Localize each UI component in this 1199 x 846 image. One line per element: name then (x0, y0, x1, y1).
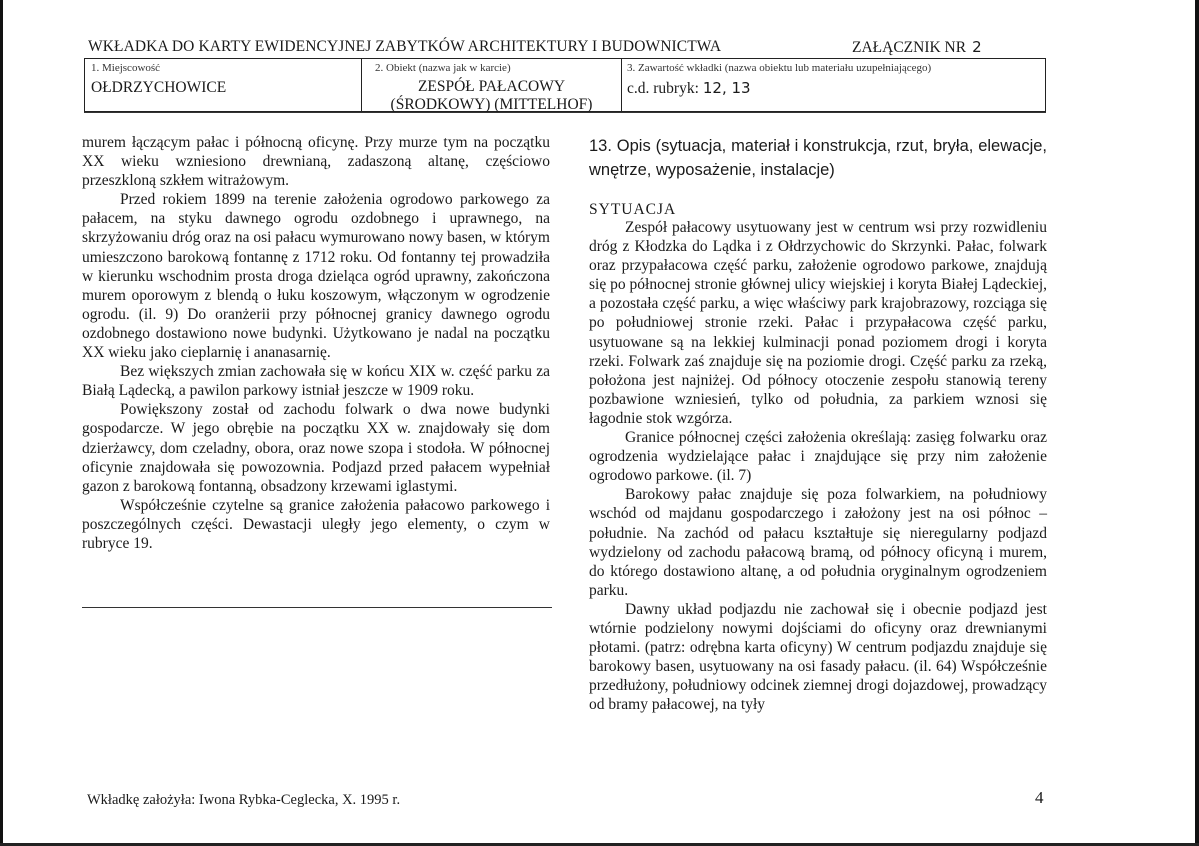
left-paragraph: Współcześnie czytelne są granice założenia pałacowo parkowego i poszczególnych części. Dewastacji uległy jego elementy, o czym w rubryce 19. (82, 496, 550, 552)
field-contents-label: 3. Zawartość wkładki (nazwa obiektu lub materiału uzupełniającego) (627, 62, 932, 74)
annex-heading (852, 38, 982, 57)
left-paragraph: Bez większych zmian zachowała się w końcu XIX w. część parku za Białą Lądecką, a pawilon parkowy istniał jeszcze w 1909 roku. (82, 363, 550, 400)
scan-edge-right (1195, 0, 1199, 846)
left-column-end-rule (82, 607, 552, 608)
author-note: Wkładkę założyła: Iwona Rybka-Ceglecka, X. 1995 r. (87, 792, 401, 808)
right-paragraph: Barokowy pałac znajduje się poza folwarkiem, na południowy wschód od majdanu gospodarczego i założony jest na osi północ – południe. Na zachód od pałacu kształtuje się nieregularny podjazd wydzielony od zachodu pałacową bramą, od północy oficyną i murem, do którego dostawiono altanę, a od południa oryginalnym ogrodzeniem parku. (589, 486, 1047, 599)
field-contents-numbers: 12, 13 (702, 79, 751, 97)
right-paragraph: Zespół pałacowy usytuowany jest w centrum wsi przy rozwidleniu dróg z Kłodzka do Lądka i z Ołdrzychowic do Skrzynki. Pałac, folwark oraz przypałacowa część parku, założenie ogrodowo parkowe, znajdują się po północnej stronie głównej ulicy wiejskiej i koryta Białej Lądeckiej, a pozostała część parku, a więc właściwy park krajobrazowy, rozciąga się po południowej stronie rzeki. Pałac i przypałacowa część parku, usytuowane są na lekkiej kulminacji ponad poziomem drogi i koryta rzeki. Folwark zaś znajduje się na poziomie drogi. Część parku za rzeką, położona jest najniżej. Od północy otoczenie zespołu stanowią tereny pozbawione wzniesień, tylko od południa, za parkiem wznosi się łagodnie stok wzgórza. (589, 219, 1047, 427)
section-13-heading: 13. Opis (sytuacja, materiał i konstrukcja, rzut, bryła, elewacje, wnętrze, wyposażenie, instalacje) (589, 137, 1047, 179)
table-underline (84, 112, 1046, 113)
field-object-label: 2. Obiekt (nazwa jak w karcie) (375, 62, 511, 74)
page-number: 4 (1035, 788, 1044, 807)
right-text-column (589, 218, 1047, 714)
form-fields-table (84, 58, 1046, 112)
left-paragraph: Przed rokiem 1899 na terenie założenia ogrodowo parkowego za pałacem, na styku dawnego ogrodu ozdobnego i uprawnego, na skrzyżowaniu dróg oraz na osi pałacu wymurowano nowy basen, w którym umieszczono barokową fontannę z 1712 roku. Od fontanny tej prowadziła w kierunku wschodnim prosta droga dzieląca ogród uprawny, zakończona murem oporowym z blendą o łuku koszowym, włączonym w ogrodzenie ogrodu. (il. 9) Do oranżerii przy północnej granicy dawnego ogrodu ozdobnego dostawiono nowe budynki. Użytkowano je nadal na początku XX wieku jako cieplarnię i ananasarnię. (82, 191, 550, 362)
left-paragraph: Powiększony został od zachodu folwark o dwa nowe budynki gospodarcze. W jego obrębie na początku XX w. znajdowały się dom dzierżawcy, dom czeladny, obora, oraz nowe szopa i stodoła. W północnej oficynie znajdowała się powozownia. Podjazd przed pałacem wypełniał gazon z barokową fontanną, obsadzony krzewami iglastymi. (82, 401, 550, 495)
field-locality-label: 1. Miejscowość (91, 62, 161, 74)
right-paragraph: Granice północnej części założenia określają: zasięg folwarku oraz ogrodzenia wydzielające pałac i znajdujące się przy nim założenie ogrodowo parkowe. (il. 7) (589, 429, 1047, 485)
annex-number: 2 (972, 38, 982, 56)
situation-title: SYTUACJA (589, 201, 677, 218)
field-object-value (362, 78, 621, 114)
field-contents-value (627, 79, 751, 98)
field-object-value-line1: ZESPÓŁ PAŁACOWY (417, 78, 566, 95)
left-text-column (82, 133, 550, 553)
field-locality-value: OŁDRZYCHOWICE (91, 79, 227, 96)
form-title: WKŁADKA DO KARTY EWIDENCYJNEJ ZABYTKÓW ARCHITEKTURY I BUDOWNICTWA (88, 38, 722, 55)
annex-label: ZAŁĄCZNIK NR (852, 39, 967, 56)
field-object-value-line2: (ŚRODKOWY) (MITTELHOF) (390, 96, 593, 113)
left-paragraph: murem łączącym pałac i północną oficynę. Przy murze tym na początku XX wieku wzniesiono drewnianą, zadaszoną altanę, częściowo przeszkloną szkłem witrażowym. (82, 134, 550, 190)
field-object (362, 59, 622, 111)
field-contents-prefix: c.d. rubryk: (627, 80, 699, 97)
field-contents (622, 59, 1045, 111)
scan-edge-left (0, 0, 3, 846)
right-paragraph: Dawny układ podjazdu nie zachował się i obecnie podjazd jest wtórnie podzielony nowymi dojściami do oficyny oraz drewnianymi płotami. (patrz: odrębna karta oficyny) W centrum podjazdu znajduje się barokowy basen, usytuowany na osi fasady pałacu. (il. 64) Współcześnie przedłużony, południowy odcinek ziemnej drogi dojazdowej, prowadzący od bramy pałacowej, na tyły (589, 600, 1047, 714)
field-locality (85, 59, 362, 111)
